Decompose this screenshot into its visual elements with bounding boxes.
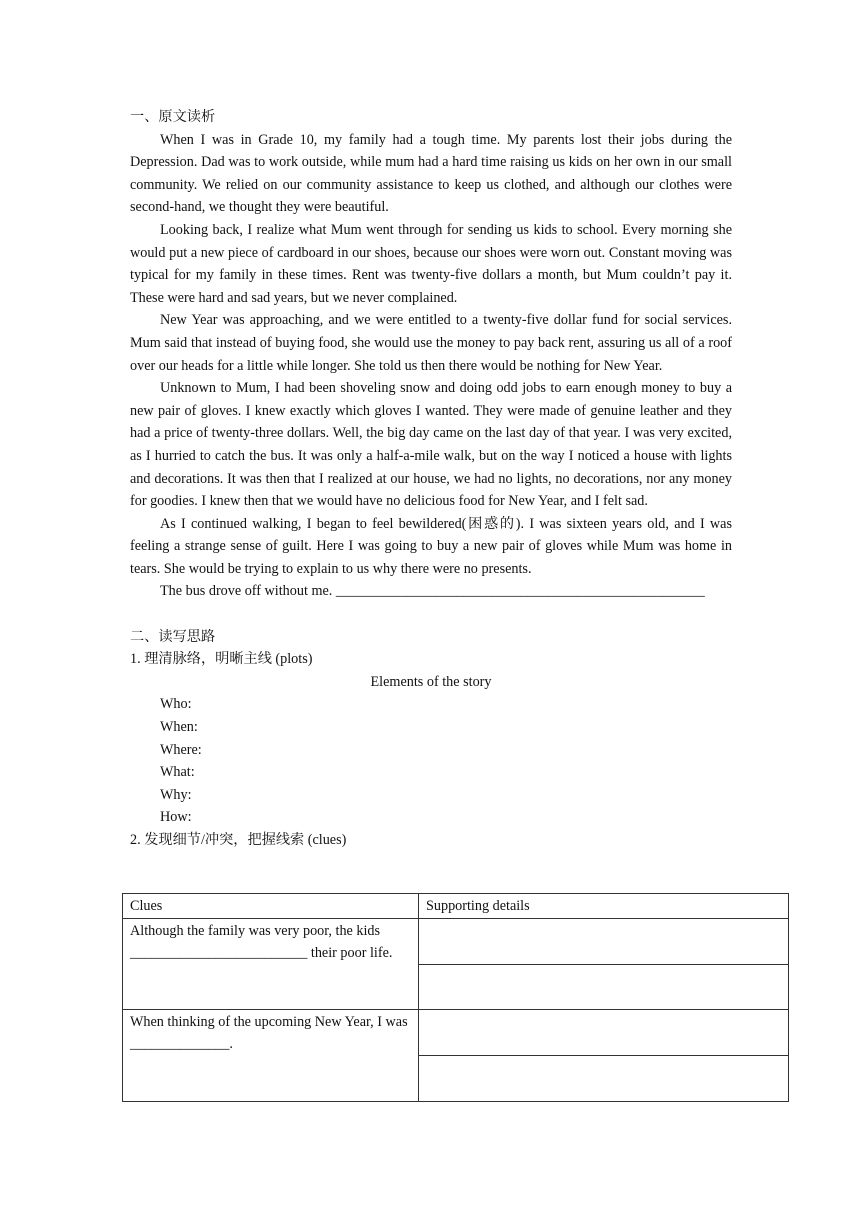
paragraph-3: New Year was approaching, and we were entitled to a twenty-five dollar fund for social services. Mum said that instead of buying food, she would use the money to pay back rent, assuring us all of a roof over our heads for a little while longer. She told us then there would be nothing for New Year. bbox=[130, 312, 732, 374]
element-where: Where: bbox=[160, 741, 202, 758]
paragraph-5: As I continued walking, I began to feel bewildered(困惑的). I was sixteen years old, and I was feeling a strange sense of guilt. Here I was going to buy a new pair of gloves while Mum was home in tears. She would be trying to explain to us why there were no presents. bbox=[130, 515, 732, 577]
continuation-line: The bus drove off without me. ____________________________________________________ bbox=[160, 583, 705, 600]
spacer bbox=[130, 603, 732, 626]
clue-cell-2: When thinking of the upcoming New Year, I was ______________. bbox=[123, 1009, 419, 1101]
element-when: When: bbox=[160, 719, 198, 736]
paragraph-4: Unknown to Mum, I had been shoveling snow and doing odd jobs to earn enough money to buy a new pair of gloves. I knew exactly which gloves I wanted. They were made of genuine leather and they had a price of twenty-three dollars. Well, the big day came on the last day of that year. I was very excited, as I hurried to catch the bus. It was only a half-a-mile walk, but on the way I noticed a house with lights and decorations. It was then that I realized at our house, we had no lights, no decorations, nor any money for goodies. I knew then that we would have no delicious food for New Year, and I felt sad. bbox=[130, 380, 732, 510]
clues-table bbox=[122, 893, 789, 1102]
table-header-row bbox=[123, 894, 789, 919]
item-2-heading: 2. 发现细节/冲突，把握线索 (clues) bbox=[130, 832, 347, 848]
element-who: Who: bbox=[160, 696, 192, 713]
table-row bbox=[123, 1009, 789, 1055]
detail-cell-2b[interactable] bbox=[419, 1055, 789, 1101]
paragraph-2: Looking back, I realize what Mum went through for sending us kids to school. Every morning she would put a new piece of cardboard in our shoes, because our shoes were worn out. Constant moving was typical for my family in these times. Rent was twenty-five dollars a month, but Mum couldn’t pay it. These were hard and sad years, but we never complained. bbox=[130, 221, 732, 306]
document-body bbox=[130, 106, 732, 852]
detail-cell-1b[interactable] bbox=[419, 964, 789, 1009]
element-how: How: bbox=[160, 809, 192, 826]
section-2-heading: 二、读写思路 bbox=[130, 628, 216, 645]
paragraph-1: When I was in Grade 10, my family had a tough time. My parents lost their jobs during the Depression. Dad was to work outside, while mum had a hard time raising us kids on her own in our small community. We relied on our community assistance to keep us clothed, and although our clothes were second-hand, we thought they were beautiful. bbox=[130, 131, 732, 216]
table-row bbox=[123, 918, 789, 964]
elements-title: Elements of the story bbox=[370, 673, 492, 690]
header-supporting-details: Supporting details bbox=[419, 894, 789, 919]
element-what: What: bbox=[160, 764, 195, 781]
element-why: Why: bbox=[160, 786, 192, 803]
item-1-heading: 1. 理清脉络，明晰主线 (plots) bbox=[130, 651, 313, 668]
detail-cell-2a[interactable] bbox=[419, 1009, 789, 1055]
clue-cell-1: Although the family was very poor, the kids _________________________ their poor life. bbox=[123, 918, 419, 1009]
detail-cell-1a[interactable] bbox=[419, 918, 789, 964]
section-1-heading: 一、原文读析 bbox=[130, 109, 216, 125]
header-clues: Clues bbox=[123, 894, 419, 919]
